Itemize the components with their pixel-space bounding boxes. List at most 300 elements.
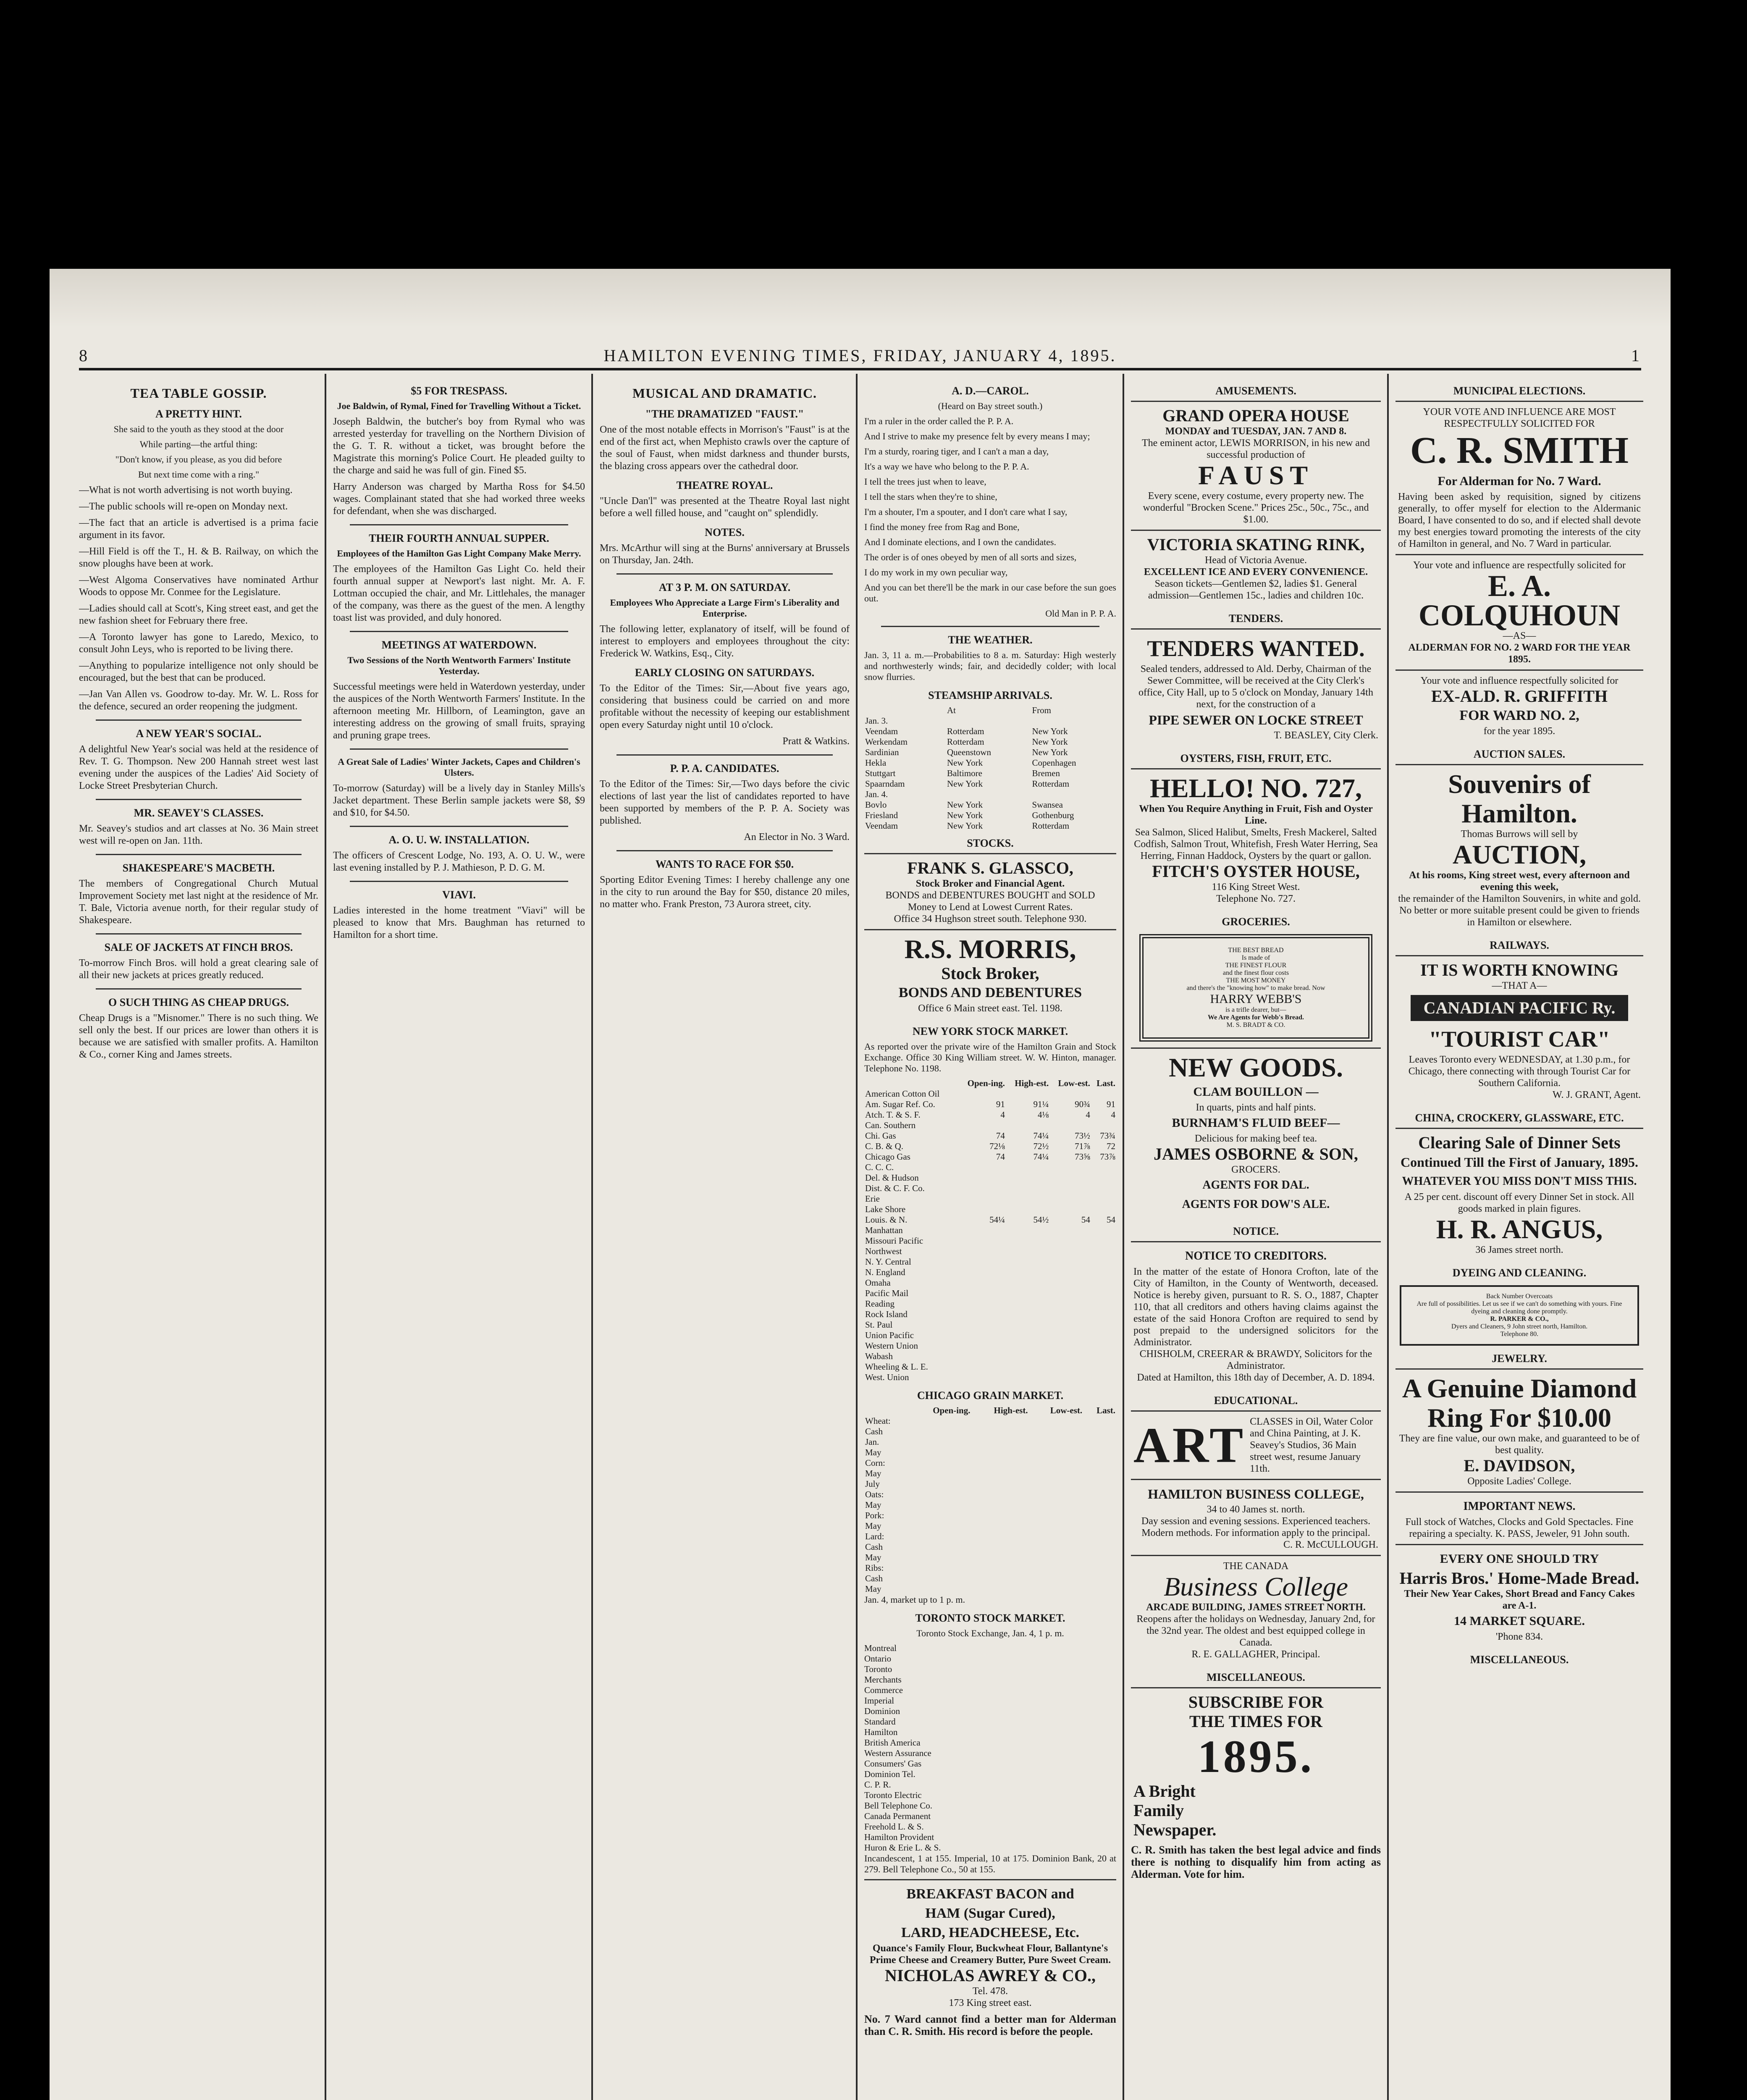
table-cell [908, 1500, 971, 1510]
divider [96, 854, 302, 855]
table-cell [1091, 1120, 1116, 1131]
table-cell: Sardinian [865, 747, 899, 757]
awrey-tel: Tel. 478. [972, 1986, 1008, 1997]
subheading-cheap-drugs: O SUCH THING AS CHEAP DRUGS. [108, 996, 289, 1008]
table-cell [957, 1288, 1005, 1299]
poem-line: I do my work in my own peculiar way, [864, 567, 1008, 578]
table-row [864, 1362, 1116, 1372]
table-cell [1006, 1362, 1049, 1372]
list-item: Bell Telephone Co. [864, 1801, 933, 1811]
notice-creditors [1131, 1241, 1381, 1388]
table-cell: 74 [996, 1152, 1005, 1162]
table-cell [908, 1563, 971, 1573]
heading-ny-market: NEW YORK STOCK MARKET. [912, 1025, 1068, 1037]
bread-line: We Are Agents for Webb's Bread. [1207, 1014, 1304, 1021]
table-cell [1083, 1584, 1116, 1594]
list-item: Hamilton Provident [864, 1832, 934, 1842]
canada-college-ad [1131, 1555, 1381, 1664]
article-body: Cheap Drugs is a "Misnomer." There is no such thing. We sell only the best. If our prices are lower than others it is because we are satisfied with smaller profits. A. Hamilton & Co., corner King and James streets. [79, 1013, 318, 1060]
table-cell [1083, 1447, 1116, 1458]
table-cell [1049, 1330, 1091, 1341]
angus-name: H. R. ANGUS, [1436, 1214, 1603, 1244]
list-item: British America [864, 1738, 921, 1748]
burrows: Thomas Burrows will sell by [1461, 829, 1578, 840]
awrey-addr: 173 King street east. [949, 1998, 1032, 2008]
divider [350, 631, 568, 632]
divider [350, 524, 568, 525]
souvenirs-title: Souvenirs of Hamilton. [1448, 769, 1591, 828]
clearing-sale: Clearing Sale of Dinner Sets [1418, 1133, 1621, 1152]
subscribe-year: 1895. [1197, 1731, 1314, 1782]
rink-line: EXCELLENT ICE AND EVERY CONVENIENCE. [1144, 567, 1368, 578]
table-cell [957, 1162, 1005, 1173]
cpr-body: Leaves Toronto every WEDNESDAY, at 1.30 p.m., for Chicago, there connecting with through Tourist Car for Southern California. [1408, 1054, 1631, 1089]
subheading-notes: NOTES. [705, 526, 745, 538]
table-cell [1006, 1372, 1049, 1383]
heading-misc: MISCELLANEOUS. [1470, 1654, 1569, 1666]
list-item: Merchants [864, 1675, 902, 1685]
table-cell [908, 1542, 971, 1552]
subheading-seavey-classes: MR. SEAVEY'S CLASSES. [134, 807, 264, 819]
table-cell: 73⅞ [1100, 1152, 1115, 1162]
morris-name: R.S. MORRIS, [904, 934, 1076, 964]
table-cell: 4 [1086, 1110, 1090, 1120]
heading-municipal: MUNICIPAL ELECTIONS. [1453, 385, 1586, 397]
table-cell [957, 1257, 1005, 1267]
notice-sign: CHISHOLM, CREERAR & BRAWDY, Solicitors for the Administrator. [1139, 1349, 1372, 1371]
pass-ad [1396, 1491, 1643, 1544]
table-cell [957, 1320, 1005, 1330]
table-cell: N. Y. Central [865, 1257, 911, 1267]
table-cell [908, 1468, 971, 1479]
art-word: ART [1133, 1417, 1246, 1473]
table-cell: New York [1032, 737, 1068, 747]
table-cell: Stuttgart [865, 768, 896, 778]
table-row [864, 1089, 1116, 1099]
table-cell: Swansea [1032, 800, 1063, 810]
table-cell: Lard: [865, 1531, 884, 1541]
vote-line: Your vote and influence are respectfully solicited for [1413, 560, 1626, 571]
subscribe-line: THE TIMES FOR [1189, 1712, 1323, 1731]
table-row [864, 1320, 1116, 1330]
breakfast-line: Quance's Family Flour, Buckwheat Flour, Ballantyne's Prime Cheese and Creamery Butter, Pure Sweet Cream. [869, 1943, 1111, 1966]
bread-line: HARRY WEBB'S [1210, 992, 1302, 1006]
table-cell: Hekla [865, 758, 887, 768]
table-cell [971, 1468, 1028, 1479]
table-cell: Rotterdam [1032, 821, 1070, 831]
hello-body: Sea Salmon, Sliced Halibut, Smelts, Fresh Mackerel, Salted Codfish, Salmon Trout, Whitefish, Fresh Water Herring, Sea Herring, Finnan Haddock, Oysters by the quart or gallon. [1134, 827, 1378, 861]
bread-line: THE FINEST FLOUR [1225, 962, 1287, 969]
griffith-ad [1396, 669, 1643, 741]
heading-stocks: STOCKS. [967, 837, 1014, 849]
column-4 [864, 378, 1116, 2100]
table-cell [1006, 1225, 1049, 1236]
market-square: 14 MARKET SQUARE. [1454, 1614, 1585, 1628]
rink-title: VICTORIA SKATING RINK, [1147, 535, 1365, 554]
griffith-sub: FOR WARD NO. 2, [1459, 708, 1579, 723]
morris-line: Office 6 Main street east. Tel. 1198. [918, 1003, 1062, 1014]
article-body: Joseph Baldwin, the butcher's boy from Rymal who was arrested yesterday for travelling on the Northern Division of the G. T. R. without a ticket, was brought before the Magistrate this morning's Police Court. He pleaded guilty to the charge and said he was full of gin. Fined $5. [333, 416, 585, 476]
list-item: C. P. R. [864, 1780, 891, 1790]
table-cell: Oats: [865, 1489, 884, 1499]
table-row [864, 1204, 1116, 1215]
list-item: Hamilton [864, 1727, 898, 1737]
heading-notice: NOTICE. [1233, 1225, 1279, 1237]
overcoats-body: Are full of possibilities. Let us see if we can't do something with yours. Fine dyeing and cleaning done promptly. [1416, 1300, 1622, 1315]
best-bread-ad [1139, 934, 1372, 1042]
table-header-row [864, 705, 1116, 716]
table-cell: Louis. & N. [865, 1215, 908, 1225]
table-cell [971, 1447, 1028, 1458]
burnham: BURNHAM'S FLUID BEEF— [1172, 1116, 1340, 1130]
divider [350, 748, 568, 750]
table-cell [1049, 1257, 1091, 1267]
table-cell: From [1032, 705, 1051, 715]
table-row [864, 1225, 1116, 1236]
table-cell [1006, 1173, 1049, 1183]
diamond-ring: A Genuine Diamond Ring For $10.00 [1402, 1373, 1637, 1433]
table-cell: St. Paul [865, 1320, 893, 1330]
table-row [864, 779, 1116, 789]
smith-ad [1396, 401, 1643, 554]
smith-note: No. 7 Ward cannot find a better man for Alderman than C. R. Smith. His record is before the people. [864, 2013, 1116, 2037]
davidson-name: E. DAVIDSON, [1464, 1456, 1575, 1475]
important-body: Full stock of Watches, Clocks and Gold Spectacles. Fine repairing a specialty. K. PASS, Jeweler, 91 John south. [1405, 1517, 1634, 1539]
column-rule [1387, 374, 1389, 2100]
table-cell [1029, 1416, 1083, 1426]
glassco-ad [864, 853, 1116, 929]
heading-tea-table-gossip: TEA TABLE GOSSIP. [130, 386, 267, 401]
table-cell: Cash [865, 1542, 883, 1552]
vote-line: YOUR VOTE AND INFLUENCE ARE MOST RESPECTFULLY SOLICITED FOR [1423, 407, 1616, 429]
table-cell [971, 1542, 1028, 1552]
gossip-item: —Anything to popularize intelligence not only should be encouraged, but the best that can be produced. [79, 660, 318, 683]
table-cell: Cash [865, 1426, 883, 1436]
new-goods: NEW GOODS. [1169, 1053, 1343, 1082]
table-row [864, 1183, 1116, 1194]
heading-carol: A. D.—CAROL. [952, 385, 1029, 397]
table-cell [1049, 1362, 1091, 1372]
table-cell: Cash [865, 1573, 883, 1583]
table-cell [1049, 1225, 1091, 1236]
fitch-ad [1131, 768, 1381, 909]
china-body: A 25 per cent. discount off every Dinner Set in stock. All goods marked in plain figures. [1404, 1192, 1634, 1214]
table-cell [957, 1194, 1005, 1204]
table-cell [1083, 1416, 1116, 1426]
article-body: A delightful New Year's social was held at the residence of Rev. T. G. Thompson. New 200 Hannah street west last evening under the auspices of the Ladies' Aid Society of Locke Street Presbyterian Church. [79, 744, 318, 791]
that-a: —THAT A— [1492, 980, 1547, 991]
table-cell: May [865, 1521, 881, 1531]
list-item: Dominion Tel. [864, 1769, 915, 1779]
ad-heading: A Great Sale of Ladies' Winter Jackets, Capes and Children's Ulsters. [338, 756, 580, 778]
divider [96, 719, 302, 721]
table-cell: 74¼ [1033, 1152, 1049, 1162]
table-cell: Western Union [865, 1341, 918, 1351]
table-cell: Jan. 4. [865, 789, 888, 799]
table-cell: 73⅝ [1075, 1152, 1090, 1162]
breakfast-line: BREAKFAST BACON and [906, 1886, 1074, 1902]
table-cell [1091, 1183, 1116, 1194]
article-body: Harry Anderson was charged by Martha Ross for $4.50 wages. Complainant stated that she had worked three weeks for defendant, when she was discharged. [333, 481, 585, 517]
verse-line: "Don't know, if you please, as you did before [115, 454, 282, 465]
table-cell: Veendam [865, 821, 898, 831]
heading-steamship: STEAMSHIP ARRIVALS. [928, 689, 1052, 701]
breakfast-line: HAM (Sugar Cured), [925, 1906, 1055, 1921]
table-cell [1049, 1194, 1091, 1204]
table-cell: 90¾ [1075, 1099, 1090, 1109]
poem-line: I tell the stars when they're to shine, [864, 491, 997, 502]
osborne-name: JAMES OSBORNE & SON, [1154, 1144, 1358, 1163]
table-row [864, 1120, 1116, 1131]
table-row [864, 1299, 1116, 1309]
column-rule [591, 374, 593, 2100]
hamilton-stock-sales: Incandescent, 1 at 155. Imperial, 10 at 175. Dominion Bank, 20 at 279. Bell Telephone Co., 50 at 155. [864, 1853, 1116, 1874]
table-cell: Omaha [865, 1278, 891, 1288]
table-row [864, 1236, 1116, 1246]
table-row [864, 1194, 1116, 1204]
awrey-name: NICHOLAS AWREY & CO., [885, 1966, 1096, 1985]
article-body: Ladies interested in the home treatment "Viavi" will be pleased to know that Mrs. Baughman has returned to Hamilton for a short time. [333, 905, 585, 940]
art-classes-ad [1131, 1410, 1381, 1479]
table-cell [1006, 1246, 1049, 1257]
table-cell: 74¼ [1033, 1131, 1049, 1141]
table-cell: 72⅛ [989, 1141, 1005, 1151]
table-cell [1006, 1204, 1049, 1215]
table-row [864, 1584, 1116, 1594]
table-cell [1006, 1341, 1049, 1351]
notice-date: Dated at Hamilton, this 18th day of December, A. D. 1894. [1137, 1372, 1375, 1383]
table-cell: 74 [996, 1131, 1005, 1141]
table-cell [1006, 1288, 1049, 1299]
angus-addr: 36 James street north. [1475, 1244, 1563, 1255]
table-cell: At [947, 705, 956, 715]
fitch-addr: 116 King Street West. [1212, 882, 1300, 892]
table-cell: Open-ing. [933, 1405, 971, 1415]
verse-line: But next time come with a ring." [138, 469, 260, 480]
awrey-ad [864, 1879, 1116, 2013]
table-cell [1083, 1437, 1116, 1447]
gossip-item: —The public schools will re-open on Monday next. [79, 501, 288, 512]
signature: An Elector in No. 3 Ward. [744, 832, 850, 843]
smith-name: C. R. SMITH [1410, 430, 1629, 471]
table-row [864, 800, 1116, 810]
table-row [864, 768, 1116, 779]
table-row [864, 1447, 1116, 1458]
ring-body: They are fine value, our own make, and guaranteed to be of best quality. [1399, 1433, 1640, 1456]
table-cell: 72½ [1033, 1141, 1049, 1151]
table-row [864, 1309, 1116, 1320]
heading-race: WANTS TO RACE FOR $50. [655, 858, 794, 870]
clam-sub: In quarts, pints and half pints. [1196, 1102, 1316, 1113]
table-row [864, 1341, 1116, 1351]
cpr-banner: CANADIAN PACIFIC Ry. [1411, 995, 1628, 1021]
column-rule [1123, 374, 1124, 2100]
article-body: "Uncle Dan'l" was presented at the Theatre Royal last night before a well filled house, and "caught on" splendidly. [600, 496, 850, 519]
glassco-name: FRANK S. GLASSCO, [907, 858, 1073, 877]
heading-dyeing: DYEING AND CLEANING. [1452, 1267, 1587, 1279]
gossip-item: —Hill Field is off the T., H. & B. Railway, on which the snow ploughs have been at work. [79, 546, 318, 569]
subheading-new-years-social: A NEW YEAR'S SOCIAL. [136, 727, 262, 740]
fitch-name: FITCH'S OYSTER HOUSE, [1152, 862, 1360, 881]
table-cell [957, 1278, 1005, 1288]
harris-ad [1396, 1544, 1643, 1647]
table-cell: Chicago Gas [865, 1152, 910, 1162]
table-cell: May [865, 1500, 881, 1510]
list-item: Toronto [864, 1664, 892, 1674]
table-cell [957, 1351, 1005, 1362]
table-cell: Spaarndam [865, 779, 905, 789]
table-cell: 72 [1107, 1141, 1115, 1151]
table-cell [1029, 1510, 1083, 1521]
overcoats-ad [1400, 1285, 1639, 1346]
tourist-car: "TOURIST CAR" [1429, 1026, 1610, 1052]
list-item: Imperial [864, 1696, 894, 1706]
table-cell [1006, 1351, 1049, 1362]
bright-line: A Bright [1133, 1782, 1196, 1801]
table-cell [1091, 1299, 1116, 1309]
heading-chicago-market: CHICAGO GRAIN MARKET. [917, 1389, 1064, 1402]
notice-title: NOTICE TO CREDITORS. [1185, 1250, 1327, 1263]
table-row [864, 1278, 1116, 1288]
table-cell [971, 1563, 1028, 1573]
poem-line: I'm a ruler in the order called the P. P. A. [864, 416, 1014, 426]
table-cell [1029, 1479, 1083, 1489]
table-cell [1091, 1341, 1116, 1351]
list-item: Dominion [864, 1706, 900, 1716]
table-cell [1029, 1468, 1083, 1479]
table-cell [1091, 1362, 1116, 1372]
table-cell: May [865, 1552, 881, 1562]
table-cell: Ribs: [865, 1563, 884, 1573]
table-cell [1083, 1563, 1116, 1573]
chicago-grain-table [864, 1405, 1116, 1594]
table-row [864, 810, 1116, 821]
article-body: The employees of the Hamilton Gas Light Co. held their fourth annual supper at Newport's last night. Mr. A. F. Lottman occupied the chair, and Mr. Littlehales, the manager of the company, was there as the guest of the men. A lengthy toast list was provided, and duly honored. [333, 564, 585, 623]
glassco-line: BONDS and DEBENTURES BOUGHT and SOLD [885, 890, 1095, 901]
table-cell [957, 1246, 1005, 1257]
table-row [864, 1552, 1116, 1563]
gossip-item: —Jan Van Allen vs. Goodrow to-day. Mr. W. L. Ross for the defence, secured an order reopening the judgment. [79, 689, 318, 712]
table-row [864, 1521, 1116, 1531]
heading-aouw: A. O. U. W. INSTALLATION. [388, 834, 530, 846]
table-cell [1006, 1267, 1049, 1278]
table-cell: C. B. & Q. [865, 1141, 904, 1151]
table-row [864, 1257, 1116, 1267]
table-cell [1083, 1426, 1116, 1437]
folio-mark: 1 [1631, 346, 1641, 365]
table-row [864, 1468, 1116, 1479]
table-cell: High-est. [994, 1405, 1028, 1415]
table-cell: Erie [865, 1194, 880, 1204]
list-item: Toronto Electric [864, 1790, 922, 1800]
table-cell [1029, 1489, 1083, 1500]
table-cell [1049, 1183, 1091, 1194]
table-cell: C. C. C. [865, 1162, 894, 1172]
table-row [864, 716, 1116, 726]
table-cell: Atch. T. & S. F. [865, 1110, 921, 1120]
table-cell: Del. & Hudson [865, 1173, 919, 1183]
colquhoun-ad [1396, 554, 1643, 669]
table-cell [1029, 1542, 1083, 1552]
table-cell [1006, 1257, 1049, 1267]
table-row [864, 1215, 1116, 1225]
table-cell: Wheeling & L. E. [865, 1362, 928, 1372]
table-cell: Reading [865, 1299, 894, 1309]
page-number: 8 [79, 346, 89, 365]
morris-line: Stock Broker, [941, 964, 1039, 983]
table-cell [1083, 1458, 1116, 1468]
table-cell [1091, 1257, 1116, 1267]
poem-line: And you can bet there'll be the mark in our case before the sun goes out. [864, 582, 1116, 604]
table-cell [957, 1267, 1005, 1278]
tenders-ad [1131, 628, 1381, 746]
verse-line: While parting—the artful thing: [139, 439, 258, 449]
table-cell [1083, 1489, 1116, 1500]
table-cell: July [865, 1479, 880, 1489]
article-body: The officers of Crescent Lodge, No. 193, A. O. U. W., were last evening installed by P. J. Mathieson, P. D. G. M. [333, 850, 585, 873]
table-cell: High-est. [1015, 1078, 1049, 1088]
table-cell [1083, 1521, 1116, 1531]
table-cell [1049, 1204, 1091, 1215]
table-cell: Union Pacific [865, 1330, 914, 1340]
bread-line: and there's the "knowing how" to make bread. Now [1186, 984, 1325, 992]
table-cell [1029, 1458, 1083, 1468]
davidson-sub: Opposite Ladies' College. [1467, 1476, 1571, 1487]
divider [96, 933, 302, 934]
table-cell [1049, 1288, 1091, 1299]
subheading-jackets-sale: SALE OF JACKETS AT FINCH BROS. [104, 941, 293, 953]
table-cell [971, 1500, 1028, 1510]
table-row [864, 1330, 1116, 1341]
table-cell [1083, 1552, 1116, 1563]
table-cell [1006, 1309, 1049, 1320]
table-row [864, 1531, 1116, 1542]
table-cell [1083, 1468, 1116, 1479]
deck: Employees Who Appreciate a Large Firm's Liberality and Enterprise. [610, 597, 839, 619]
poem-line: Old Man in P. P. A. [1045, 608, 1116, 619]
table-cell: New York [1032, 747, 1068, 757]
table-cell [1049, 1267, 1091, 1278]
table-cell: 91¼ [1033, 1099, 1049, 1109]
tenders-title: TENDERS WANTED. [1147, 636, 1365, 661]
table-cell [1091, 1173, 1116, 1183]
article-body: Sporting Editor Evening Times: I hereby challenge any one in the city to run around the Bay for $50, distance 20 miles, no matter who. Frank Preston, 73 Aurora street, city. [600, 874, 850, 910]
table-cell [1006, 1120, 1049, 1131]
hbc-sign: C. R. McCULLOUGH. [1283, 1539, 1378, 1550]
table-cell [1029, 1531, 1083, 1542]
table-cell [1029, 1447, 1083, 1458]
table-cell [908, 1416, 971, 1426]
gossip-item: —The fact that an article is advertised is a prima facie argument in its favor. [79, 517, 318, 541]
table-cell [1049, 1120, 1091, 1131]
table-cell: Rotterdam [947, 737, 984, 747]
table-cell: Queenstown [947, 747, 991, 757]
table-cell: Open-ing. [967, 1078, 1005, 1088]
heading-railways: RAILWAYS. [1490, 939, 1549, 951]
table-cell [1006, 1089, 1049, 1099]
table-row [864, 1099, 1116, 1110]
list-item: Standard [864, 1717, 896, 1727]
table-cell [971, 1489, 1028, 1500]
toronto-intro: Toronto Stock Exchange, Jan. 4, 1 p. m. [916, 1628, 1064, 1638]
table-row [864, 1288, 1116, 1299]
table-cell [1049, 1089, 1091, 1099]
breakfast-line: LARD, HEADCHEESE, Etc. [901, 1925, 1080, 1940]
table-cell: Jan. [865, 1437, 879, 1447]
article-body: To-morrow Finch Bros. will hold a great clearing sale of all their new jackets at prices greatly reduced. [79, 958, 318, 981]
table-cell [1091, 1194, 1116, 1204]
cpr-ad [1396, 955, 1643, 1105]
